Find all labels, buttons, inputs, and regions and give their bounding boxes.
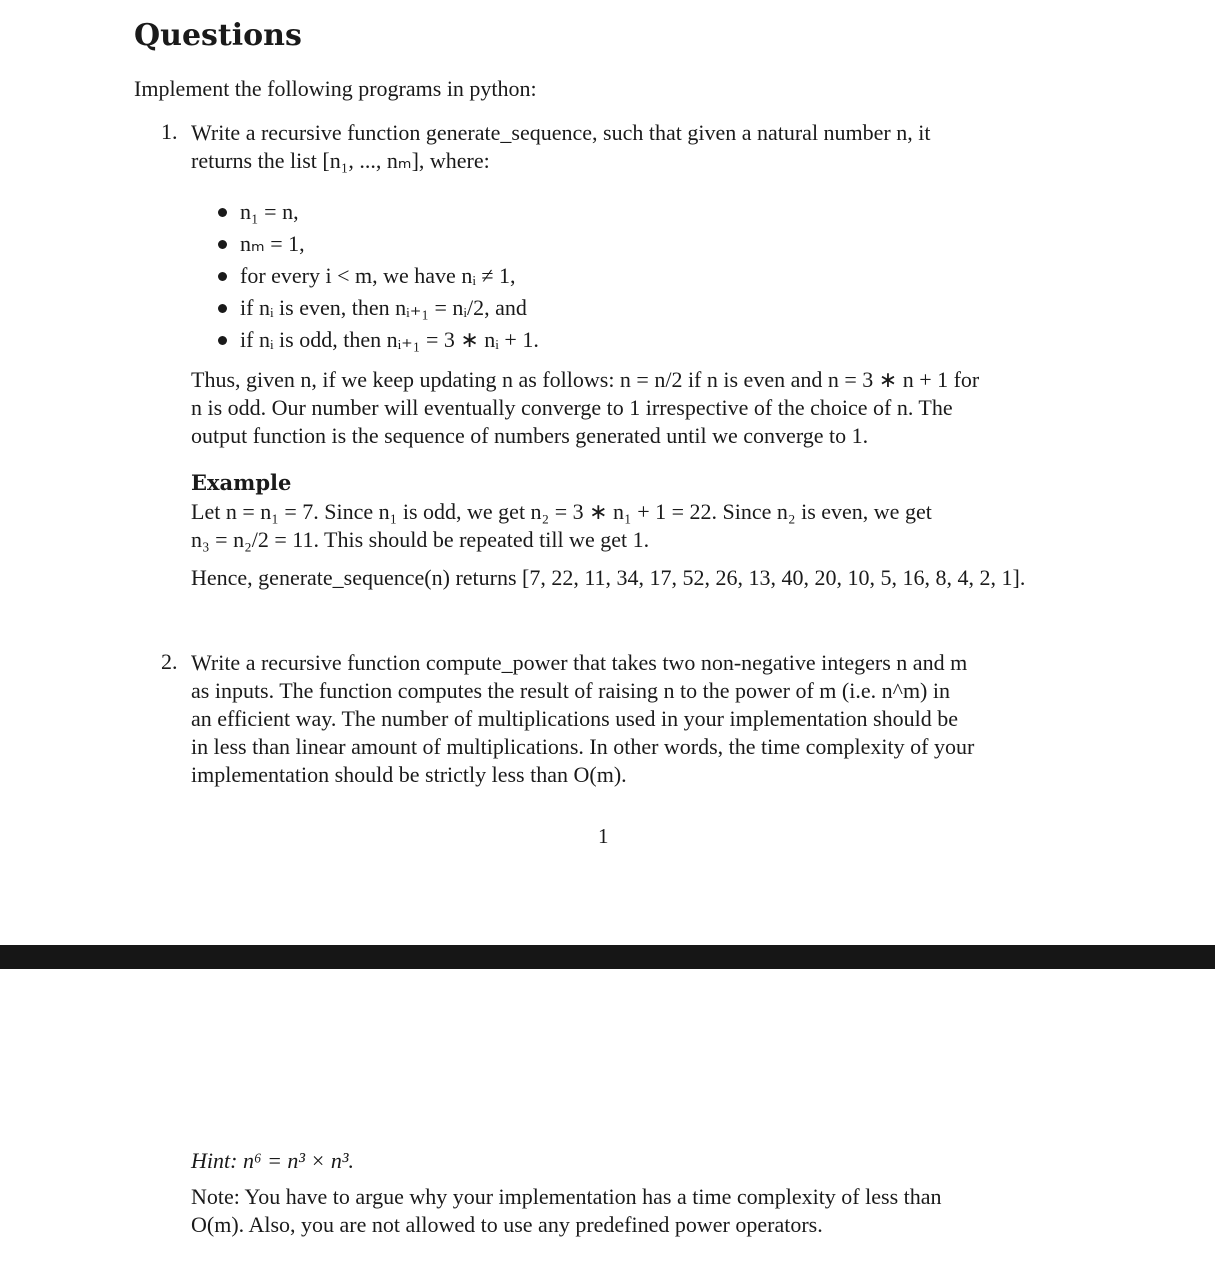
example-line-2: n₃ = n₂/2 = 11. This should be repeated till we get 1.	[191, 527, 650, 552]
list-item: for every i < m, we have nᵢ ≠ 1,	[218, 260, 539, 292]
q2-number: 2.	[161, 649, 178, 674]
list-item: if nᵢ is even, then nᵢ₊₁ = nᵢ/2, and	[218, 292, 539, 324]
q2-line-3: an efficient way. The number of multiplications used in your implementation should be	[191, 706, 958, 731]
q1-line-2: returns the list [n₁, ..., nₘ], where:	[191, 148, 490, 173]
page-number: 1	[598, 824, 609, 848]
note-line-2: O(m). Also, you are not allowed to use any predefined power operators.	[191, 1212, 823, 1237]
list-item: if nᵢ is odd, then nᵢ₊₁ = 3 ∗ nᵢ + 1.	[218, 324, 539, 356]
q1-number: 1.	[161, 119, 178, 144]
list-item: n₁ = n,	[218, 196, 539, 228]
example-line-1: Let n = n₁ = 7. Since n₁ is odd, we get n₂ = 3 ∗ n₁ + 1 = 22. Since n₂ is even, we get	[191, 499, 932, 524]
q2-line-2: as inputs. The function computes the result of raising n to the power of m (i.e. n^m) in	[191, 678, 950, 703]
page-title: Questions	[134, 18, 302, 53]
q2-line-1: Write a recursive function compute_power that takes two non-negative integers n and m	[191, 650, 968, 675]
list-item: nₘ = 1,	[218, 228, 539, 260]
hint-text: Hint: n⁶ = n³ × n³.	[191, 1148, 354, 1173]
q1-thus-line-1: Thus, given n, if we keep updating n as follows: n = n/2 if n is even and n = 3 ∗ n + 1 for	[191, 367, 980, 392]
example-result: Hence, generate_sequence(n) returns [7, 22, 11, 34, 17, 52, 26, 13, 40, 20, 10, 5, 16, 8, 4, 2, 1].	[191, 565, 1026, 590]
q1-thus-line-2: n is odd. Our number will eventually converge to 1 irrespective of the choice of n. The	[191, 395, 953, 420]
q1-thus-line-3: output function is the sequence of numbers generated until we converge to 1.	[191, 423, 869, 448]
q1-conditions-list	[218, 196, 539, 356]
example-heading: Example	[191, 470, 292, 495]
q2-line-5: implementation should be strictly less than O(m).	[191, 762, 627, 787]
intro-text: Implement the following programs in python:	[134, 76, 537, 101]
q1-line-1: Write a recursive function generate_sequence, such that given a natural number n, it	[191, 120, 931, 145]
page-divider	[0, 945, 1215, 969]
q2-line-4: in less than linear amount of multiplications. In other words, the time complexity of your	[191, 734, 975, 759]
note-line-1: Note: You have to argue why your implementation has a time complexity of less than	[191, 1184, 942, 1209]
